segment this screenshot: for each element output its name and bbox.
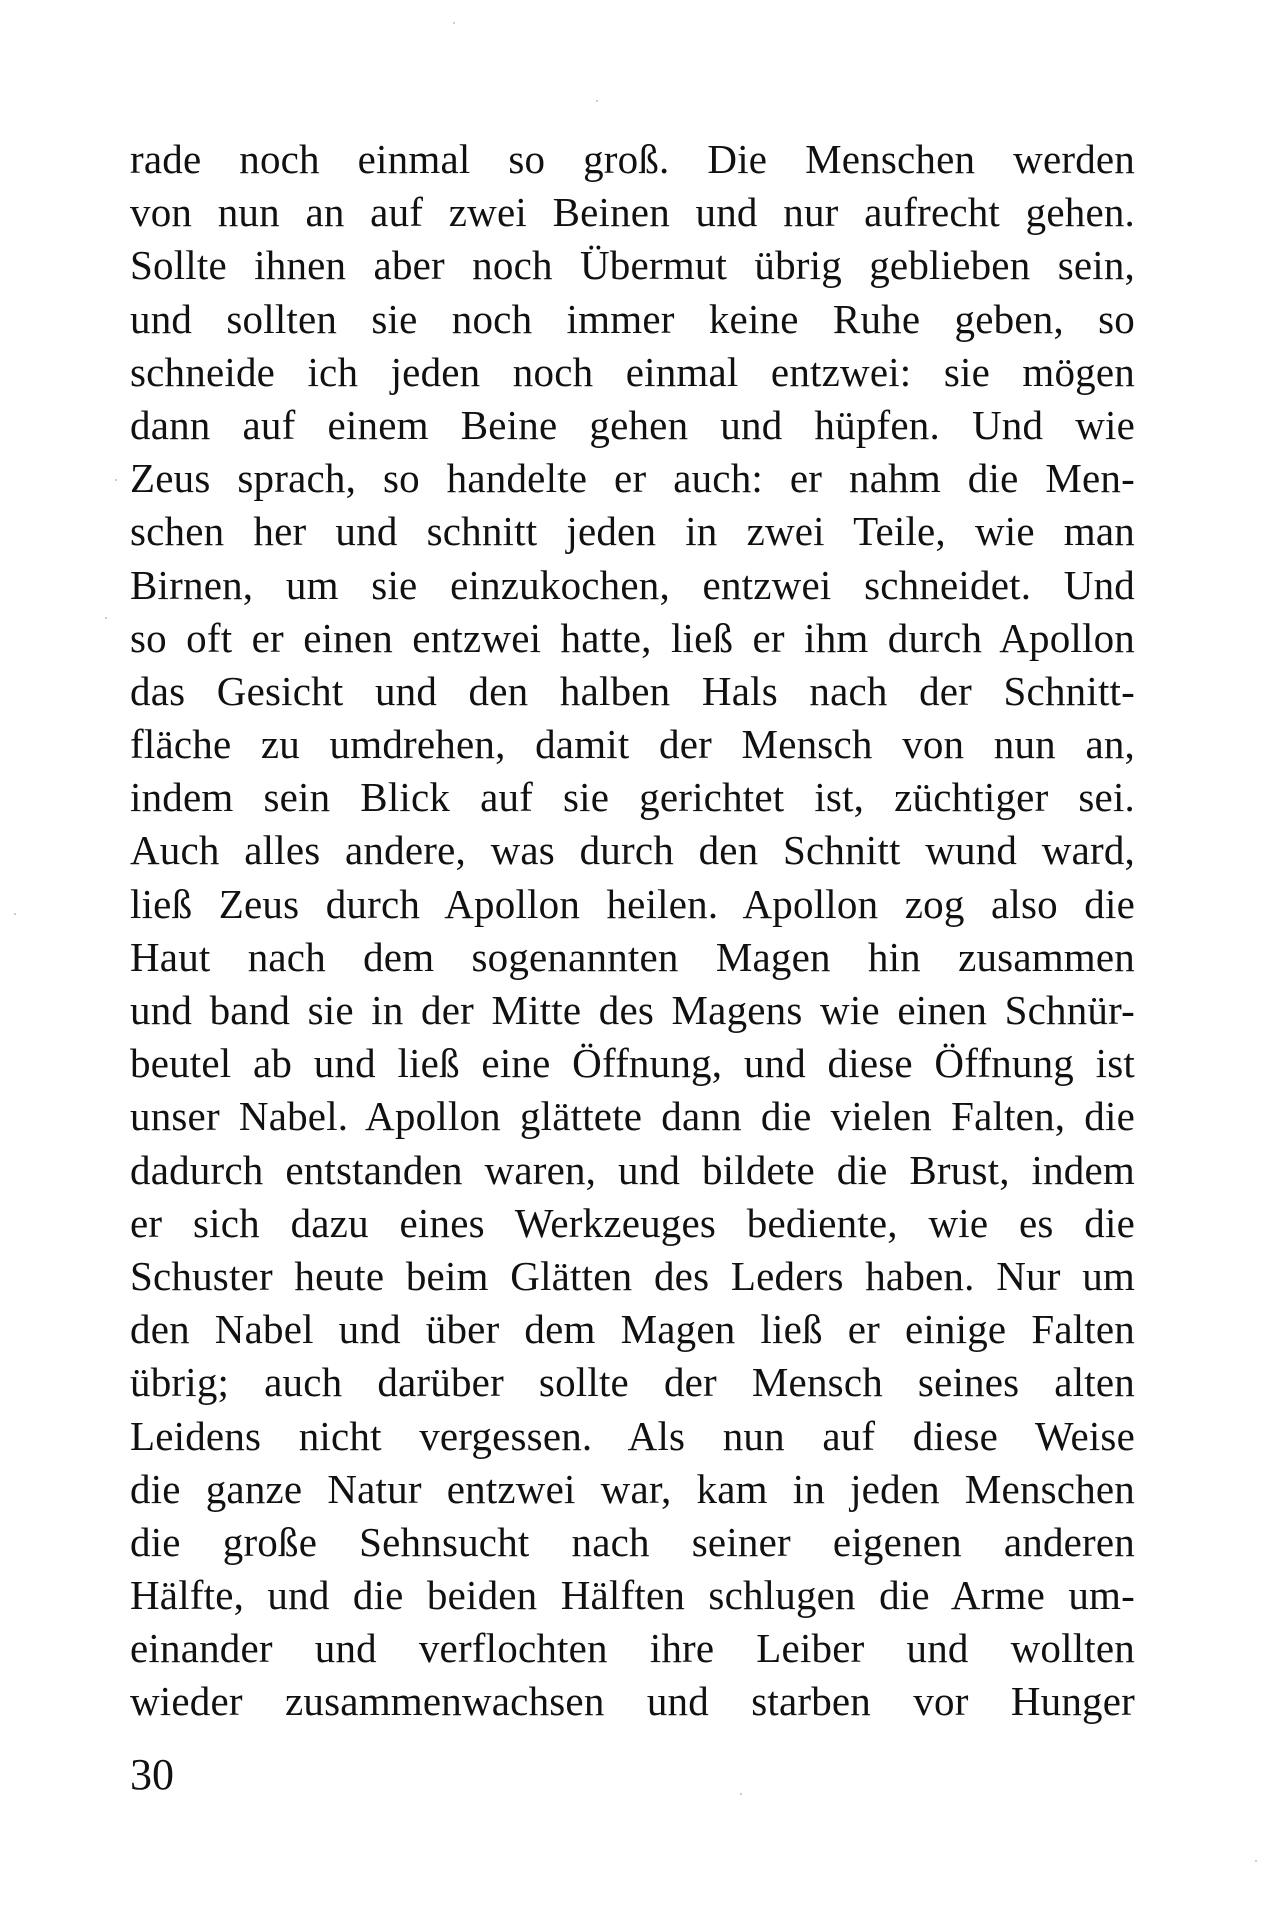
text-line-11: das Gesicht und den halben Hals nach der Schnitt-: [130, 667, 1135, 714]
text-line-16: Haut nach dem sogenannten Magen hin zusammen: [130, 933, 1135, 980]
scan-speck: [105, 617, 107, 619]
text-line-9: Birnen, um sie einzukochen, entzwei schneidet. Und: [130, 561, 1135, 608]
text-line-19: unser Nabel. Apollon glättete dann die vielen Falten, die: [130, 1093, 1135, 1140]
text-line-7: Zeus sprach, so handelte er auch: er nahm die Men-: [130, 455, 1135, 502]
body-text: [130, 133, 1135, 1729]
text-line-23: den Nabel und über dem Magen ließ er einige Falten: [130, 1306, 1135, 1353]
text-line-12: fläche zu umdrehen, damit der Mensch von nun an,: [130, 721, 1135, 768]
text-line-4: und sollten sie noch immer keine Ruhe geben, so: [130, 295, 1135, 342]
text-line-14: Auch alles andere, was durch den Schnitt wund ward,: [130, 827, 1135, 874]
text-line-18: beutel ab und ließ eine Öffnung, und diese Öffnung ist: [130, 1040, 1135, 1087]
text-line-1: rade noch einmal so groß. Die Menschen werden: [130, 136, 1135, 182]
scan-speck: [740, 1793, 742, 1795]
text-line-21: er sich dazu eines Werkzeuges bediente, wie es die: [130, 1199, 1135, 1246]
text-line-3: Sollte ihnen aber noch Übermut übrig geblieben sein,: [130, 242, 1135, 289]
text-line-30: wieder zusammenwachsen und starben vor Hunger: [130, 1678, 1135, 1725]
text-line-26: die ganze Natur entzwei war, kam in jeden Menschen: [130, 1465, 1135, 1512]
text-line-15: ließ Zeus durch Apollon heilen. Apollon zog also die: [130, 880, 1135, 927]
text-line-27: die große Sehnsucht nach seiner eigenen anderen: [130, 1518, 1135, 1565]
text-line-6: dann auf einem Beine gehen und hüpfen. Und wie: [130, 401, 1135, 448]
text-line-5: schneide ich jeden noch einmal entzwei: sie mögen: [130, 348, 1135, 395]
text-line-29: einander und verflochten ihre Leiber und wollten: [130, 1625, 1135, 1672]
scan-speck: [1255, 1860, 1257, 1862]
scan-speck: [453, 22, 455, 24]
text-line-13: indem sein Blick auf sie gerichtet ist, züchtiger sei.: [130, 774, 1135, 821]
text-line-22: Schuster heute beim Glätten des Leders haben. Nur um: [130, 1252, 1135, 1299]
scan-speck: [115, 479, 117, 481]
page-number: 30: [130, 1750, 174, 1799]
text-line-8: schen her und schnitt jeden in zwei Teile, wie man: [130, 508, 1135, 555]
text-line-2: von nun an auf zwei Beinen und nur aufrecht gehen.: [130, 189, 1135, 236]
scan-speck: [14, 913, 16, 915]
text-line-17: und band sie in der Mitte des Magens wie einen Schnür-: [130, 987, 1135, 1033]
text-line-10: so oft er einen entzwei hatte, ließ er ihm durch Apollon: [130, 614, 1135, 661]
text-line-28: Hälfte, und die beiden Hälften schlugen die Arme um-: [130, 1572, 1135, 1619]
text-line-25: Leidens nicht vergessen. Als nun auf diese Weise: [130, 1412, 1135, 1459]
text-line-24: übrig; auch darüber sollte der Mensch seines alten: [130, 1359, 1135, 1406]
text-line-20: dadurch entstanden waren, und bildete die Brust, indem: [130, 1146, 1135, 1193]
scan-speck: [596, 100, 598, 102]
